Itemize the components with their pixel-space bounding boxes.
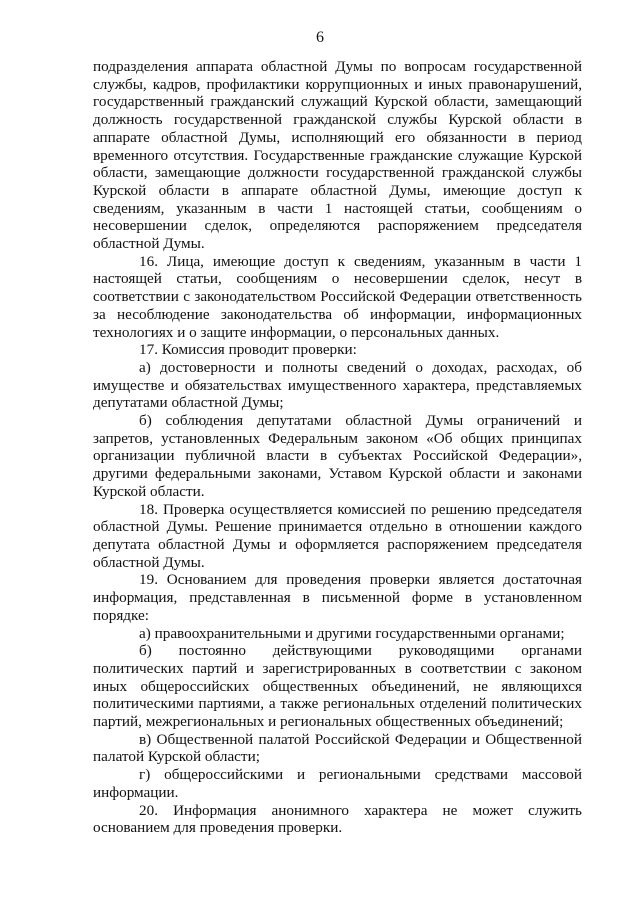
document-body — [93, 58, 582, 837]
paragraph-17-item-a: а) достоверности и полноты сведений о доходах, расходах, об имуществе и обязательствах имущественного характера, представляемых депутатами областной Думы; — [93, 358, 582, 412]
paragraph-17-item-b: б) соблюдения депутатами областной Думы ограничений и запретов, установленных Федеральным законом «Об общих принципах организации публичной власти в субъектах Российской Федерации», другими федеральными законами, Уставом Курской области и законами Курской области. — [93, 412, 582, 500]
paragraph-19-item-d: г) общероссийскими и региональными средствами массовой информации. — [93, 766, 582, 801]
paragraph-16: 16. Лица, имеющие доступ к сведениям, указанным в части 1 настоящей статьи, сообщениям о несовершении сделок, несут в соответствии с законодательством Российской Федерации ответственность за несоблюдение законодательства об информации, информационных технологиях и о защите информации, о персональных данных. — [93, 252, 582, 341]
paragraph-19: 19. Основанием для проведения проверки является достаточная информация, представленная в письменной форме в установленном порядке: — [93, 571, 582, 624]
paragraph-19-item-a: а) правоохранительными и другими государственными органами; — [139, 624, 565, 642]
paragraph-20: 20. Информация анонимного характера не может служить основанием для проведения проверки. — [93, 801, 582, 837]
paragraph-18: 18. Проверка осуществляется комиссией по решению председателя областной Думы. Решение принимается отдельно в отношении каждого депутата областной Думы и оформляется распоряжением председателя областной Думы. — [93, 500, 582, 571]
paragraph-19-item-b: б) постоянно действующими руководящими органами политических партий и зарегистрированных в соответствии с законом иных общероссийских общественных объединений, не являющихся политическими партиями, а также региональных отделений политических партий, межрегиональных и региональных общественных объединений; — [93, 642, 582, 731]
page-number: 6 — [316, 29, 324, 46]
paragraph-17: 17. Комиссия проводит проверки: — [139, 341, 357, 359]
paragraph-19-item-c: в) Общественной палатой Российской Федерации и Общественной палатой Курской области; — [93, 730, 582, 766]
paragraph-15-continuation: подразделения аппарата областной Думы по вопросам государственной службы, кадров, профилактики коррупционных и иных правонарушений, государственный гражданский служащий Курской области, замещающий должность государственной гражданской службы Курской области в аппарате областной Думы, исполняющий его обязанности в период временного отсутствия. Государственные гражданские служащие Курской области, замещающие должности государственной гражданской службы Курской области в аппарате областной Думы, имеющие доступ к сведениям, указанным в части 1 настоящей статьи, сообщениям о несовершении сделок, определяются распоряжением председателя областной Думы. — [93, 58, 582, 253]
